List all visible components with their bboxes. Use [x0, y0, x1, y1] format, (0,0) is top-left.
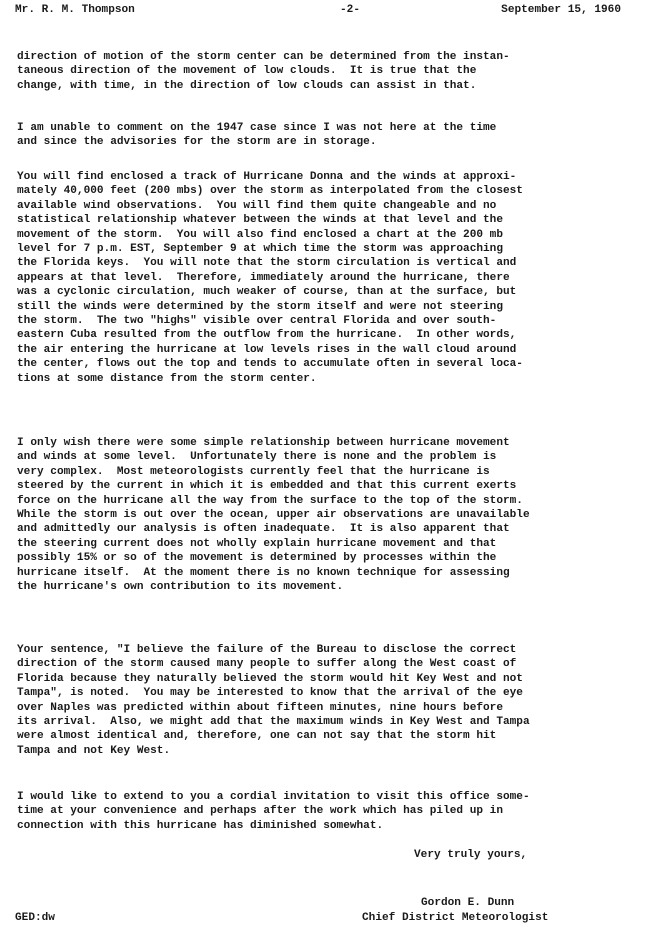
paragraph-line: direction of motion of the storm center can be determined from the instan-: [17, 51, 510, 63]
paragraph-line: was a cyclonic circulation, much weaker of course, than at the surface, but: [17, 286, 517, 299]
paragraph-line: the center, flows out the top and tends to accumulate often in several loca-: [17, 358, 523, 371]
paragraph-hurricane-donna: [17, 170, 645, 386]
paragraph-line: Tampa", is noted. You may be interested to know that the arrival of the eye: [17, 687, 523, 700]
page-number: -2-: [340, 4, 360, 16]
letter-date: September 15, 1960: [501, 4, 621, 16]
paragraph-line: the steering current does not wholly explain hurricane movement and that: [17, 537, 497, 550]
letter-header: [15, 3, 621, 19]
paragraph-line: hurricane itself. At the moment there is no known technique for assessing: [17, 566, 510, 579]
recipient-name: Mr. R. M. Thompson: [15, 4, 135, 16]
paragraph-line: level for 7 p.m. EST, September 9 at which time the storm was approaching: [17, 243, 503, 256]
paragraph-line: appears at that level. Therefore, immediately around the hurricane, there: [17, 271, 510, 284]
paragraph-line: movement of the storm. You will also find enclosed a chart at the 200 mb: [17, 228, 503, 241]
typist-initials: GED:dw: [15, 912, 55, 924]
paragraph-line: Tampa and not Key West.: [17, 744, 171, 757]
paragraph-line: steered by the current in which it is embedded and that this current exerts: [17, 480, 517, 493]
paragraph-line: Florida because they naturally believed the storm would hit Key West and not: [17, 672, 523, 685]
paragraph-bureau-response: [17, 643, 645, 758]
signature-name: Gordon E. Dunn: [421, 897, 515, 909]
paragraph-line: While the storm is out over the ocean, upper air observations are unavailable: [17, 509, 530, 522]
paragraph-line: taneous direction of the movement of low clouds. It is true that the: [17, 65, 477, 78]
paragraph-line: over Naples was predicted within about fifteen minutes, nine hours before: [17, 701, 503, 714]
paragraph-line: eastern Cuba resulted from the outflow from the hurricane. In other words,: [17, 329, 517, 342]
paragraph-line: very complex. Most meteorologists currently feel that the hurricane is: [17, 465, 490, 478]
paragraph-line: You will find enclosed a track of Hurricane Donna and the winds at approxi-: [17, 171, 517, 183]
paragraph-line: force on the hurricane all the way from the surface to the top of the storm.: [17, 494, 523, 507]
paragraph-line: the air entering the hurricane at low levels rises in the wall cloud around: [17, 343, 517, 356]
paragraph-line: and since the advisories for the storm are in storage.: [17, 136, 377, 149]
paragraph-line: I am unable to comment on the 1947 case since I was not here at the time: [17, 122, 497, 134]
paragraph-line: Your sentence, "I believe the failure of the Bureau to disclose the correct: [17, 644, 517, 656]
paragraph-steering-current: [17, 436, 645, 594]
paragraph-line: possibly 15% or so of the movement is determined by processes within the: [17, 552, 497, 565]
paragraph-line: change, with time, in the direction of low clouds can assist in that.: [17, 79, 477, 92]
paragraph-storm-direction: [17, 50, 645, 93]
paragraph-1947-case: [17, 121, 645, 150]
paragraph-line: the storm. The two "highs" visible over central Florida and over south-: [17, 315, 497, 328]
paragraph-line: statistical relationship whatever between the winds at that level and the: [17, 214, 503, 227]
signature-title: Chief District Meteorologist: [362, 912, 549, 924]
letter-closing: Very truly yours,: [414, 849, 528, 861]
paragraph-line: its arrival. Also, we might add that the maximum winds in Key West and Tampa: [17, 716, 530, 729]
paragraph-line: available wind observations. You will find them quite changeable and no: [17, 199, 497, 212]
paragraph-line: the Florida keys. You will note that the storm circulation is vertical and: [17, 257, 517, 270]
paragraph-line: mately 40,000 feet (200 mbs) over the storm as interpolated from the closest: [17, 185, 523, 198]
paragraph-line: direction of the storm caused many people to suffer along the West coast of: [17, 658, 517, 671]
paragraph-line: time at your convenience and perhaps after the work which has piled up in: [17, 805, 503, 818]
paragraph-line: and admittedly our analysis is often inadequate. It is also apparent that: [17, 523, 510, 536]
paragraph-line: still the winds were determined by the storm itself and were not steering: [17, 300, 503, 313]
paragraph-line: were almost identical and, therefore, one can not say that the storm hit: [17, 730, 497, 743]
paragraph-line: tions at some distance from the storm center.: [17, 372, 317, 385]
paragraph-invitation: [17, 790, 645, 833]
paragraph-line: the hurricane's own contribution to its movement.: [17, 581, 344, 594]
paragraph-line: connection with this hurricane has diminished somewhat.: [17, 819, 384, 832]
paragraph-line: and winds at some level. Unfortunately there is none and the problem is: [17, 451, 497, 464]
paragraph-line: I would like to extend to you a cordial invitation to visit this office some-: [17, 791, 530, 803]
paragraph-line: I only wish there were some simple relationship between hurricane movement: [17, 437, 510, 449]
